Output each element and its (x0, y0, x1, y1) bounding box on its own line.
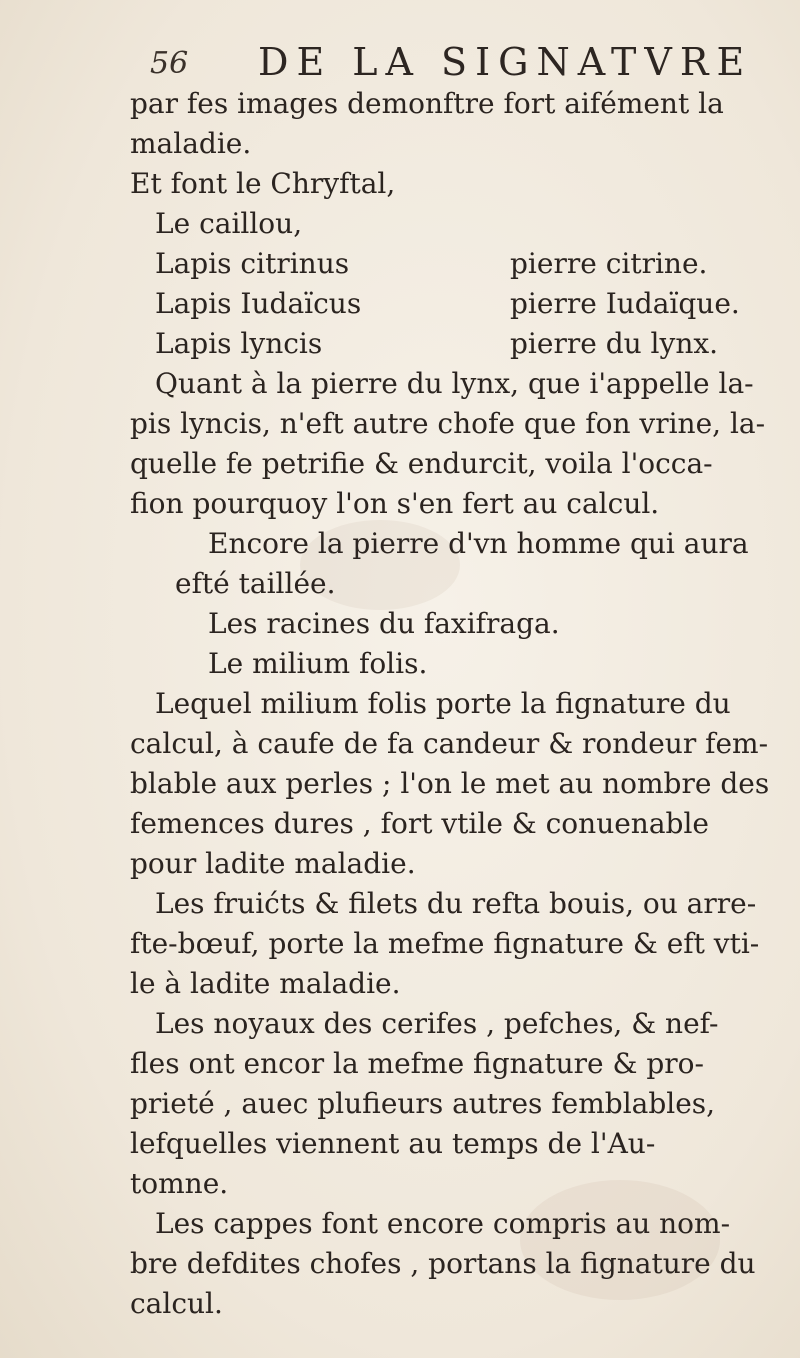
text-line (130, 764, 790, 804)
text-line (130, 1204, 790, 1244)
line-text: Les cappes font encore compris au nom- (155, 1207, 731, 1240)
text-line (130, 1084, 790, 1124)
text-line (130, 924, 790, 964)
text-line (130, 204, 790, 244)
text-line (130, 284, 790, 324)
line-text: pis lyncis, n'eft autre chofe que fon vrine, la- (130, 407, 766, 440)
line-text: Encore la pierre d'vn homme qui aura (208, 527, 749, 560)
text-line (130, 524, 790, 564)
latin-name: Lapis Iudaïcus (155, 287, 362, 320)
line-text: pour ladite maladie. (130, 847, 416, 880)
line-text: lefquelles viennent au temps de l'Au- (130, 1127, 656, 1160)
text-line (130, 804, 790, 844)
text-line (130, 84, 790, 124)
text-line (130, 884, 790, 924)
line-text: calcul. (130, 1287, 223, 1320)
french-name: pierre Iudaïque. (510, 287, 740, 320)
line-text: tomne. (130, 1167, 229, 1200)
line-text: fion pourquoy l'on s'en fert au calcul. (130, 487, 660, 520)
text-line (130, 844, 790, 884)
text-line (130, 484, 790, 524)
text-line (130, 404, 790, 444)
line-text: femences dures , fort vtile & conuenable (130, 807, 709, 840)
latin-name: Lapis citrinus (155, 247, 350, 280)
text-line (130, 1124, 790, 1164)
text-line (130, 1284, 790, 1324)
line-text: Lequel milium folis porte la fignature du (155, 687, 731, 720)
page-number: 56 (150, 46, 189, 81)
text-line (130, 1044, 790, 1084)
text-line (130, 324, 790, 364)
text-line (130, 364, 790, 404)
text-line (130, 1164, 790, 1204)
line-text: bre defdites chofes , portans la fignature du (130, 1247, 756, 1280)
text-line (130, 1004, 790, 1044)
text-line (130, 1244, 790, 1284)
line-text: Le milium folis. (208, 647, 428, 680)
line-text: prieté , auec plufieurs autres femblables, (130, 1087, 716, 1120)
line-text: fles ont encor la mefme fignature & pro- (130, 1047, 704, 1080)
line-text: maladie. (130, 127, 252, 160)
line-text: Quant à la pierre du lynx, que i'appelle la- (155, 367, 754, 400)
line-text: fte-bœuf, porte la mefme fignature & eft vti- (130, 927, 760, 960)
text-line (130, 604, 790, 644)
latin-name: Lapis lyncis (155, 327, 323, 360)
line-text: quelle fe petrifie & endurcit, voila l'occa- (130, 447, 713, 480)
line-text: par fes images demonftre fort aifément la (130, 87, 724, 120)
text-line (130, 564, 790, 604)
line-text: Et font le Chryftal, (130, 167, 396, 200)
french-name: pierre citrine. (510, 247, 708, 280)
line-text: efté taillée. (175, 567, 336, 600)
text-line (130, 444, 790, 484)
text-line (130, 644, 790, 684)
line-text: le à ladite maladie. (130, 967, 401, 1000)
page-header (150, 40, 760, 90)
line-text: Les racines du faxifraga. (208, 607, 560, 640)
text-line (130, 964, 790, 1004)
text-line (130, 724, 790, 764)
line-text: calcul, à caufe de fa candeur & rondeur fem- (130, 727, 769, 760)
line-text: Les fruićts & filets du refta bouis, ou arre- (155, 887, 757, 920)
line-text: blable aux perles ; l'on le met au nombre des (130, 767, 770, 800)
line-text: Le caillou, (155, 207, 303, 240)
text-line (130, 124, 790, 164)
french-name: pierre du lynx. (510, 327, 719, 360)
body-text (130, 84, 790, 1324)
text-line (130, 164, 790, 204)
text-line (130, 684, 790, 724)
text-line (130, 244, 790, 284)
line-text: Les noyaux des cerifes , pefches, & nef- (155, 1007, 719, 1040)
running-title: DE LA SIGNATVRE (258, 40, 753, 84)
